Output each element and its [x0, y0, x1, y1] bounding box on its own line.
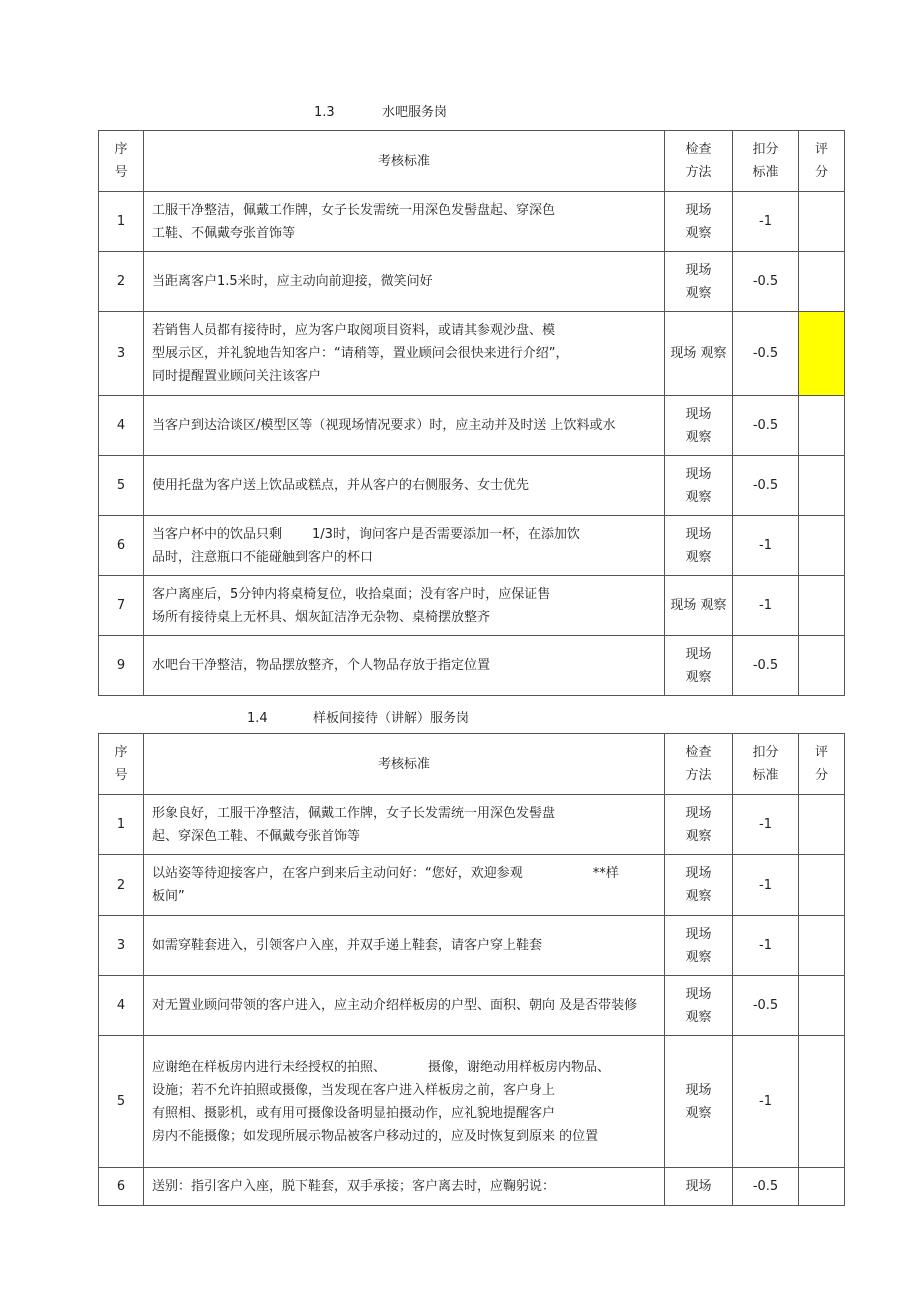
- row-seq: 5: [99, 1036, 144, 1168]
- row-score: [799, 396, 845, 456]
- section-heading-1-4: [247, 707, 469, 726]
- header-method: 检查 方法: [665, 131, 733, 192]
- header-seq: 序 号: [99, 734, 144, 795]
- header-standard: 考核标准: [144, 131, 665, 192]
- table-row: [99, 396, 845, 456]
- row-standard: 当距离客户1.5米时，应主动向前迎接，微笑问好: [144, 252, 665, 312]
- row-seq: 9: [99, 636, 144, 696]
- table-row: [99, 1036, 845, 1168]
- row-deduct: -0.5: [733, 1168, 799, 1206]
- row-seq: 3: [99, 312, 144, 396]
- header-deduct: 扣分 标准: [733, 131, 799, 192]
- header-deduct: 扣分 标准: [733, 734, 799, 795]
- row-standard: 形象良好，工服干净整洁，佩戴工作牌，女子长发需统一用深色发髻盘 起、穿深色工鞋、不佩戴夸张首饰等: [144, 795, 665, 855]
- table-water-bar: [98, 130, 845, 696]
- row-deduct: -0.5: [733, 636, 799, 696]
- section-title: 水吧服务岗: [382, 105, 448, 120]
- row-deduct: -1: [733, 855, 799, 916]
- section-number: 1.4: [247, 711, 268, 726]
- row-seq: 5: [99, 456, 144, 516]
- row-score: [799, 795, 845, 855]
- row-standard: 当客户杯中的饮品只剩 1/3时，询问客户是否需要添加一杯，在添加饮 品时，注意瓶口不能碰触到客户的杯口: [144, 516, 665, 576]
- row-deduct: -1: [733, 795, 799, 855]
- row-score: [799, 516, 845, 576]
- row-standard: 当客户到达洽谈区/模型区等（视现场情况要求）时，应主动并及时送 上饮料或水: [144, 396, 665, 456]
- row-deduct: -0.5: [733, 252, 799, 312]
- row-method: 现场 观察: [665, 976, 733, 1036]
- row-deduct: -0.5: [733, 396, 799, 456]
- table-row: [99, 1168, 845, 1206]
- section-number: 1.3: [314, 105, 335, 120]
- row-standard: 送别：指引客户入座，脱下鞋套，双手承接；客户离去时，应鞠躬说：: [144, 1168, 665, 1206]
- header-score: 评 分: [799, 131, 845, 192]
- table-row: [99, 576, 845, 636]
- row-seq: 6: [99, 1168, 144, 1206]
- table-row: [99, 636, 845, 696]
- row-standard: 应谢绝在样板房内进行未经授权的拍照、 摄像，谢绝动用样板房内物品、 设施；若不允许拍照或摄像，当发现在客户进入样板房之前，客户身上 有照相、摄影机，或有用可摄像设备明显拍摄动作，应礼貌地提醒客户 房内不能摄像；如发现所展示物品被客户移动过的，应及时恢复到原来 的位置: [144, 1036, 665, 1168]
- row-method: 现场 观察: [665, 516, 733, 576]
- row-score: [799, 1036, 845, 1168]
- section-heading-1-3: [314, 101, 447, 120]
- header-score: 评 分: [799, 734, 845, 795]
- row-method: 现场 观察: [665, 855, 733, 916]
- row-deduct: -1: [733, 1036, 799, 1168]
- row-method: 现场 观察: [665, 576, 733, 636]
- row-method: 现场 观察: [665, 636, 733, 696]
- row-seq: 2: [99, 252, 144, 312]
- row-method: 现场 观察: [665, 192, 733, 252]
- row-method: 现场: [665, 1168, 733, 1206]
- row-deduct: -0.5: [733, 976, 799, 1036]
- row-score: [799, 636, 845, 696]
- row-seq: 3: [99, 916, 144, 976]
- row-method: 现场 观察: [665, 252, 733, 312]
- row-seq: 6: [99, 516, 144, 576]
- row-score: [799, 1168, 845, 1206]
- row-deduct: -0.5: [733, 456, 799, 516]
- table-showroom: [98, 733, 845, 1206]
- table-row: [99, 192, 845, 252]
- row-method: 现场 观察: [665, 312, 733, 396]
- section-title: 样板间接待（讲解）服务岗: [313, 711, 470, 726]
- row-score: [799, 456, 845, 516]
- row-seq: 2: [99, 855, 144, 916]
- row-standard: 若销售人员都有接待时，应为客户取阅项目资料，或请其参观沙盘、模 型展示区，并礼貌地告知客户：“请稍等，置业顾问会很快来进行介绍”， 同时提醒置业顾问关注该客户: [144, 312, 665, 396]
- row-deduct: -0.5: [733, 312, 799, 396]
- row-standard: 以站姿等待迎接客户，在客户到来后主动问好：“您好，欢迎参观 **样 板间”: [144, 855, 665, 916]
- row-score-highlighted: [799, 312, 845, 396]
- row-seq: 4: [99, 396, 144, 456]
- row-standard: 使用托盘为客户送上饮品或糕点，并从客户的右侧服务、女士优先: [144, 456, 665, 516]
- table-header-row: [99, 131, 845, 192]
- table-row: [99, 516, 845, 576]
- row-score: [799, 576, 845, 636]
- table-row: [99, 456, 845, 516]
- table-row: [99, 855, 845, 916]
- row-score: [799, 252, 845, 312]
- row-method: 现场 观察: [665, 795, 733, 855]
- row-standard: 如需穿鞋套进入，引领客户入座，并双手递上鞋套，请客户穿上鞋套: [144, 916, 665, 976]
- row-standard: 水吧台干净整洁，物品摆放整齐，个人物品存放于指定位置: [144, 636, 665, 696]
- table-row: [99, 795, 845, 855]
- row-method: 现场 观察: [665, 916, 733, 976]
- row-method: 现场 观察: [665, 456, 733, 516]
- row-deduct: -1: [733, 516, 799, 576]
- row-seq: 1: [99, 795, 144, 855]
- table-row: [99, 312, 845, 396]
- row-seq: 4: [99, 976, 144, 1036]
- row-seq: 1: [99, 192, 144, 252]
- row-score: [799, 976, 845, 1036]
- table-row: [99, 916, 845, 976]
- row-standard: 客户离座后，5分钟内将桌椅复位，收拾桌面；没有客户时，应保证售 场所有接待桌上无杯具、烟灰缸洁净无杂物、桌椅摆放整齐: [144, 576, 665, 636]
- table-row: [99, 252, 845, 312]
- row-method: 现场 观察: [665, 1036, 733, 1168]
- row-standard: 对无置业顾问带领的客户进入，应主动介绍样板房的户型、面积、朝向 及是否带装修: [144, 976, 665, 1036]
- table-row: [99, 976, 845, 1036]
- table-header-row: [99, 734, 845, 795]
- row-score: [799, 192, 845, 252]
- header-seq: 序 号: [99, 131, 144, 192]
- row-standard: 工服干净整洁，佩戴工作牌，女子长发需统一用深色发髻盘起、穿深色 工鞋、不佩戴夸张首饰等: [144, 192, 665, 252]
- header-method: 检查 方法: [665, 734, 733, 795]
- row-method: 现场 观察: [665, 396, 733, 456]
- row-deduct: -1: [733, 576, 799, 636]
- row-deduct: -1: [733, 916, 799, 976]
- row-score: [799, 855, 845, 916]
- row-seq: 7: [99, 576, 144, 636]
- header-standard: 考核标准: [144, 734, 665, 795]
- row-score: [799, 916, 845, 976]
- row-deduct: -1: [733, 192, 799, 252]
